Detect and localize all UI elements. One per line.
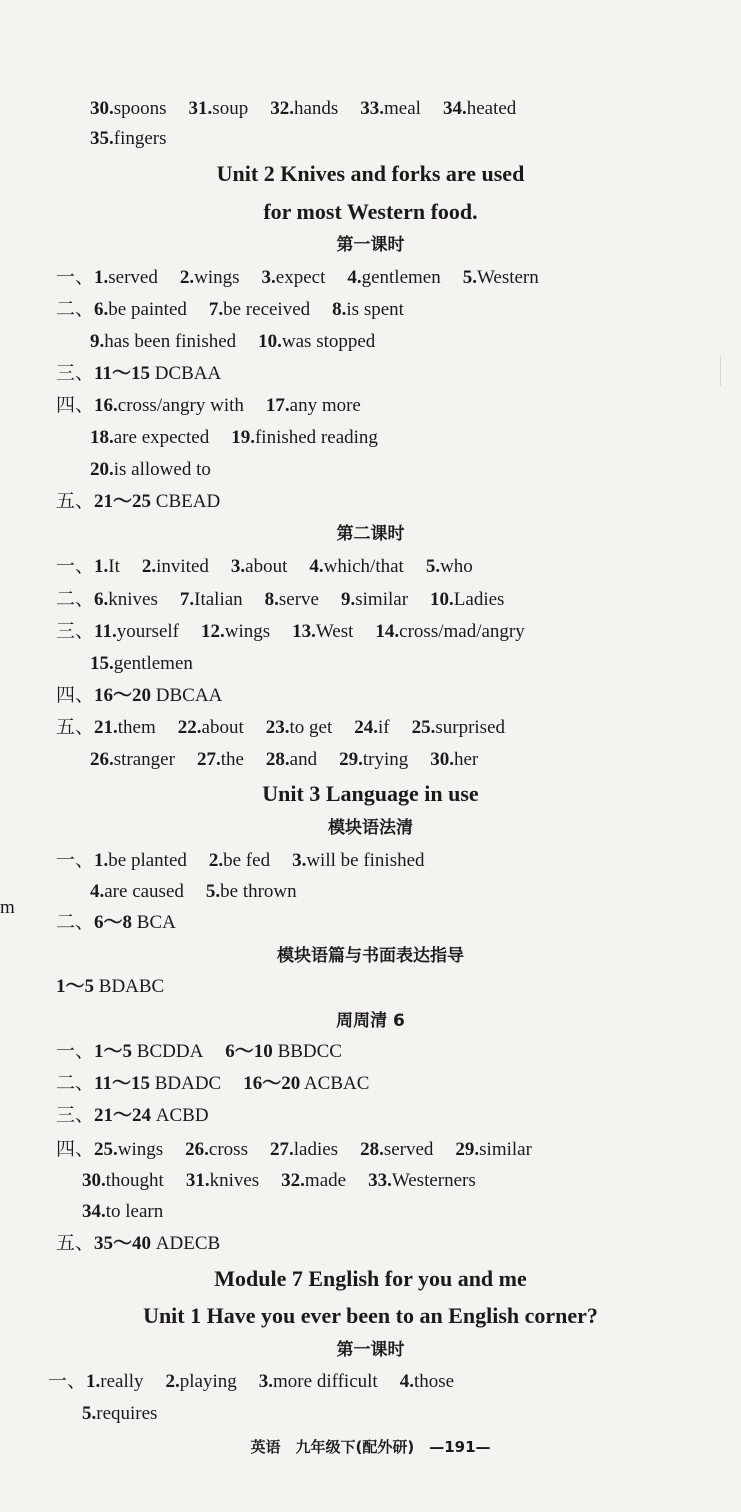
lesson-heading: 第一课时 [336, 1340, 405, 1360]
question-number: 21. [94, 717, 118, 738]
answer-item [180, 267, 240, 288]
answer-item [259, 1371, 378, 1392]
question-number: 2. [179, 267, 195, 288]
answer-text: any more [289, 395, 361, 416]
question-number: 27. [269, 1139, 294, 1160]
answer-text: soup [212, 98, 249, 119]
question-number: 30. [90, 98, 114, 119]
question-number: 8. [332, 299, 347, 320]
question-number: 7. [208, 299, 224, 320]
answer-line [56, 911, 176, 935]
answer-line [56, 620, 525, 644]
question-number: 25. [94, 1139, 118, 1160]
answer-item [430, 749, 478, 770]
answer-text: playing [179, 1371, 237, 1392]
answer-text: ACBD [151, 1105, 209, 1126]
question-number: 26. [185, 1139, 209, 1160]
section-number: 一、 [56, 267, 95, 288]
answer-item [209, 850, 270, 871]
question-number: 17. [265, 395, 290, 416]
question-number: 6～10 [225, 1041, 273, 1062]
answer-text: BDADC [149, 1073, 222, 1094]
answer-item [341, 589, 408, 610]
answer-line [56, 849, 425, 873]
section-number: 一、 [56, 556, 95, 577]
section-number: 一、 [48, 1371, 87, 1392]
answer-item [347, 267, 440, 288]
answer-item [94, 1073, 221, 1094]
question-number: 8. [264, 589, 279, 610]
answer-line [82, 1200, 163, 1224]
answer-item [94, 1105, 209, 1126]
answer-text: be painted [108, 299, 187, 320]
answer-item [463, 267, 539, 288]
answer-text: be received [223, 299, 311, 320]
answer-item [185, 1139, 248, 1160]
answer-item [90, 98, 167, 119]
answer-text: are caused [104, 881, 184, 902]
answer-text: gentlemen [113, 653, 193, 674]
unit-heading: Module 7 English for you and me [214, 1266, 527, 1291]
answer-item [375, 621, 524, 642]
answer-item [142, 556, 209, 577]
answer-text: those [413, 1371, 455, 1392]
answer-item [339, 749, 408, 770]
answer-text: BCA [132, 912, 176, 933]
question-number: 12. [200, 621, 225, 642]
edge-text: m [0, 897, 15, 918]
answer-text: Italian [194, 589, 243, 610]
answer-item [94, 299, 187, 320]
question-number: 33. [360, 98, 385, 119]
answer-text: be planted [108, 850, 187, 871]
answer-item [258, 331, 375, 352]
answer-line [90, 127, 167, 151]
question-number: 6. [94, 589, 109, 610]
answer-item [231, 556, 287, 577]
question-number: 1. [94, 850, 109, 871]
answer-item [443, 98, 516, 119]
answer-line [56, 975, 164, 999]
answer-item [94, 912, 176, 933]
answer-item [400, 1371, 454, 1392]
answer-text: made [304, 1170, 347, 1191]
question-number: 6～8 [94, 912, 133, 933]
answer-line [56, 490, 220, 514]
answer-item [90, 128, 167, 149]
answer-line [82, 1169, 476, 1193]
unit-heading: Unit 3 Language in use [262, 781, 479, 806]
section-number: 一、 [56, 850, 95, 871]
question-number: 11～15 [94, 1073, 150, 1094]
answer-item [281, 1170, 346, 1191]
answer-text: knives [108, 589, 158, 610]
answer-line [56, 684, 222, 708]
question-number: 24. [354, 717, 378, 738]
answer-text: be fed [223, 850, 271, 871]
answer-item [94, 589, 158, 610]
answer-line [56, 394, 361, 418]
answer-item [412, 717, 505, 738]
question-number: 4. [309, 556, 324, 577]
question-number: 33. [368, 1170, 392, 1191]
answer-item [354, 717, 389, 738]
answer-text: cross/mad/angry [399, 621, 525, 642]
answer-text: will be finished [306, 850, 425, 871]
question-number: 7. [179, 589, 195, 610]
question-number: 34. [82, 1201, 106, 1222]
answer-item [180, 589, 243, 610]
answer-item [90, 459, 211, 480]
answer-item [430, 589, 504, 610]
section-number: 一、 [56, 1041, 95, 1062]
answer-item [186, 1170, 259, 1191]
answer-text: surprised [435, 717, 505, 738]
question-number: 2. [208, 850, 224, 871]
answer-item [166, 1371, 237, 1392]
answer-text: really [100, 1371, 144, 1392]
answer-text: invited [156, 556, 209, 577]
answer-text: served [108, 267, 158, 288]
answer-text: to learn [105, 1201, 164, 1222]
question-number: 4. [347, 267, 362, 288]
question-number: 30. [430, 749, 454, 770]
answer-text: be thrown [220, 881, 297, 902]
question-number: 27. [196, 749, 221, 770]
question-number: 35～40 [94, 1233, 152, 1254]
answer-text: gentlemen [361, 267, 441, 288]
question-number: 23. [265, 717, 290, 738]
answer-item [94, 267, 158, 288]
answer-item [94, 850, 187, 871]
answer-item [309, 556, 403, 577]
section-number: 五、 [56, 491, 95, 512]
unit-heading: Unit 2 Knives and forks are used [216, 161, 525, 186]
question-number: 14. [375, 621, 400, 642]
answer-text: cross/angry with [117, 395, 244, 416]
question-number: 2. [165, 1371, 180, 1392]
question-number: 34. [442, 98, 467, 119]
question-number: 28. [360, 1139, 384, 1160]
answer-text: to get [289, 717, 333, 738]
answer-item [189, 98, 249, 119]
answer-item [90, 427, 209, 448]
answer-text: are expected [113, 427, 210, 448]
answer-item [266, 395, 361, 416]
answer-line [56, 555, 473, 579]
answer-text: trying [362, 749, 409, 770]
section-number: 四、 [56, 1139, 95, 1160]
section-number: 五、 [56, 717, 95, 738]
answer-text: similar [479, 1139, 532, 1160]
answer-text: about [201, 717, 244, 738]
unit-heading: for most Western food. [263, 199, 478, 224]
answer-item [90, 881, 184, 902]
section-number: 二、 [56, 1073, 95, 1094]
answer-text: who [440, 556, 473, 577]
answer-item [231, 427, 378, 448]
answer-text: stranger [113, 749, 175, 770]
question-number: 29. [455, 1139, 480, 1160]
question-number: 5. [205, 881, 221, 902]
question-number: 31. [185, 1170, 210, 1191]
scan-edge-line [720, 356, 721, 386]
section-number: 二、 [56, 299, 95, 320]
answer-text: BBDCC [272, 1041, 342, 1062]
answer-text: requires [96, 1403, 158, 1424]
answer-line [90, 330, 375, 354]
answer-item [360, 98, 421, 119]
answer-text: meal [384, 98, 421, 119]
question-number: 21～25 [94, 491, 152, 512]
answer-item [206, 881, 297, 902]
question-number: 2. [141, 556, 157, 577]
answer-text: thought [105, 1170, 164, 1191]
question-number: 5. [425, 556, 441, 577]
answer-item [90, 749, 175, 770]
question-number: 3. [230, 556, 246, 577]
question-number: 6. [94, 299, 109, 320]
question-number: 32. [281, 1170, 305, 1191]
answer-line [56, 1232, 220, 1256]
answer-text: fingers [113, 128, 167, 149]
lesson-heading: 第二课时 [336, 524, 405, 544]
section-number: 三、 [56, 1105, 95, 1126]
question-number: 21～24 [94, 1105, 152, 1126]
answer-item [86, 1371, 144, 1392]
question-number: 10. [430, 589, 454, 610]
answer-text: wings [117, 1139, 164, 1160]
answer-text: her [454, 749, 479, 770]
answer-text: spoons [113, 98, 167, 119]
answer-item [201, 621, 270, 642]
question-number: 9. [90, 331, 105, 352]
answer-item [360, 1139, 433, 1160]
answer-item [243, 1073, 369, 1094]
lesson-heading: 第一课时 [336, 235, 405, 255]
answer-item [94, 491, 220, 512]
question-number: 16. [94, 395, 118, 416]
answer-item [262, 267, 326, 288]
question-number: 28. [265, 749, 290, 770]
answer-item [455, 1139, 532, 1160]
answer-line [56, 1138, 532, 1162]
answer-text: ladies [293, 1139, 339, 1160]
question-number: 35. [90, 128, 114, 149]
answer-item [94, 1139, 163, 1160]
answer-text: yourself [116, 621, 179, 642]
answer-item [94, 717, 156, 738]
answer-item [94, 556, 120, 577]
answer-text: Western [476, 267, 539, 288]
question-number: 25. [411, 717, 436, 738]
answer-line [56, 1040, 342, 1064]
answer-item [178, 717, 244, 738]
question-number: 13. [292, 621, 316, 642]
answer-item [90, 653, 193, 674]
section-number: 三、 [56, 363, 95, 384]
answer-line [82, 1402, 157, 1426]
question-number: 4. [399, 1371, 414, 1392]
answer-text: ACBAC [300, 1073, 370, 1094]
question-number: 10. [258, 331, 282, 352]
answer-item [266, 717, 333, 738]
answer-text: ADECB [151, 1233, 221, 1254]
answer-text: heated [466, 98, 517, 119]
answer-item [292, 850, 424, 871]
answer-text: DBCAA [151, 685, 223, 706]
answer-text: Ladies [453, 589, 505, 610]
answer-line [48, 1370, 454, 1394]
answer-text: wings [224, 621, 271, 642]
answer-text: about [245, 556, 288, 577]
answer-text: and [289, 749, 318, 770]
page-footer: 英语 九年级下(配外研) —191— [250, 1438, 491, 1456]
answer-item [332, 299, 404, 320]
answer-item [270, 1139, 338, 1160]
answer-text: Westerners [391, 1170, 476, 1191]
answer-line [90, 97, 516, 121]
question-number: 3. [261, 267, 276, 288]
answer-item [209, 299, 310, 320]
answer-line [56, 588, 504, 612]
answer-line [56, 362, 221, 386]
section-number: 三、 [56, 621, 95, 642]
answer-line [90, 880, 297, 904]
answer-text: DCBAA [149, 363, 222, 384]
answer-item [56, 976, 164, 997]
answer-item [94, 1233, 220, 1254]
unit-heading: Unit 1 Have you ever been to an English corner? [143, 1303, 598, 1328]
answer-item [94, 363, 221, 384]
lesson-heading: 模块语法清 [328, 818, 413, 838]
answer-text: is allowed to [113, 459, 211, 480]
answer-item [292, 621, 353, 642]
answer-text: cross [208, 1139, 248, 1160]
section-number: 四、 [56, 395, 95, 416]
question-number: 5. [82, 1403, 97, 1424]
question-number: 18. [90, 427, 114, 448]
answer-text: West [315, 621, 354, 642]
answer-text: serve [278, 589, 319, 610]
question-number: 1～5 [94, 1041, 133, 1062]
question-number: 3. [292, 850, 307, 871]
answer-line [56, 298, 404, 322]
answer-text: which/that [323, 556, 404, 577]
section-number: 四、 [56, 685, 95, 706]
answer-text: them [117, 717, 156, 738]
answer-text: served [383, 1139, 434, 1160]
answer-item [94, 685, 222, 706]
question-number: 15. [90, 653, 114, 674]
question-number: 31. [188, 98, 213, 119]
question-number: 29. [339, 749, 363, 770]
answer-line [90, 426, 378, 450]
answer-item [265, 589, 319, 610]
answer-item [90, 331, 236, 352]
answer-item [368, 1170, 476, 1191]
question-number: 1. [94, 556, 109, 577]
answer-text: BDABC [94, 976, 165, 997]
answer-item [94, 395, 244, 416]
answer-text: if [377, 717, 390, 738]
answer-line [90, 458, 211, 482]
answer-text: expect [275, 267, 326, 288]
answer-text: BCDDA [132, 1041, 204, 1062]
answer-line [90, 652, 193, 676]
question-number: 19. [231, 427, 255, 448]
question-number: 1. [94, 267, 109, 288]
question-number: 32. [270, 98, 294, 119]
answer-line [56, 266, 539, 290]
section-number: 五、 [56, 1233, 95, 1254]
answer-item [94, 1041, 203, 1062]
question-number: 11～15 [94, 363, 150, 384]
answer-text: has been finished [104, 331, 237, 352]
question-number: 20. [90, 459, 114, 480]
section-number: 二、 [56, 589, 95, 610]
answer-text: is spent [346, 299, 404, 320]
answer-text: wings [194, 267, 240, 288]
question-number: 30. [82, 1170, 106, 1191]
question-number: 3. [258, 1371, 274, 1392]
answer-item [82, 1170, 164, 1191]
answer-text: knives [209, 1170, 260, 1191]
question-number: 4. [90, 881, 105, 902]
answer-item [94, 621, 179, 642]
answer-item [82, 1403, 157, 1424]
answer-text: It [108, 556, 120, 577]
answer-item [82, 1201, 163, 1222]
answer-item [426, 556, 473, 577]
answer-text: similar [355, 589, 409, 610]
answer-text: CBEAD [151, 491, 221, 512]
question-number: 1～5 [56, 976, 95, 997]
question-number: 16～20 [94, 685, 152, 706]
answer-text: the [220, 749, 244, 770]
answer-item [225, 1041, 342, 1062]
question-number: 5. [462, 267, 477, 288]
answer-text: finished reading [254, 427, 378, 448]
question-number: 26. [90, 749, 114, 770]
answer-line [56, 716, 505, 740]
answer-line [90, 748, 478, 772]
answer-text: more difficult [273, 1371, 378, 1392]
answer-line [56, 1104, 209, 1128]
question-number: 16～20 [243, 1073, 301, 1094]
question-number: 1. [86, 1371, 101, 1392]
lesson-heading: 周周清 6 [336, 1011, 405, 1031]
answer-item [197, 749, 244, 770]
lesson-heading: 模块语篇与书面表达指导 [277, 946, 464, 966]
answer-text: hands [293, 98, 339, 119]
question-number: 11. [94, 621, 117, 642]
answer-line [56, 1072, 369, 1096]
answer-item [270, 98, 338, 119]
answer-item [266, 749, 317, 770]
question-number: 9. [341, 589, 356, 610]
section-number: 二、 [56, 912, 95, 933]
answer-text: was stopped [281, 331, 376, 352]
question-number: 22. [177, 717, 202, 738]
